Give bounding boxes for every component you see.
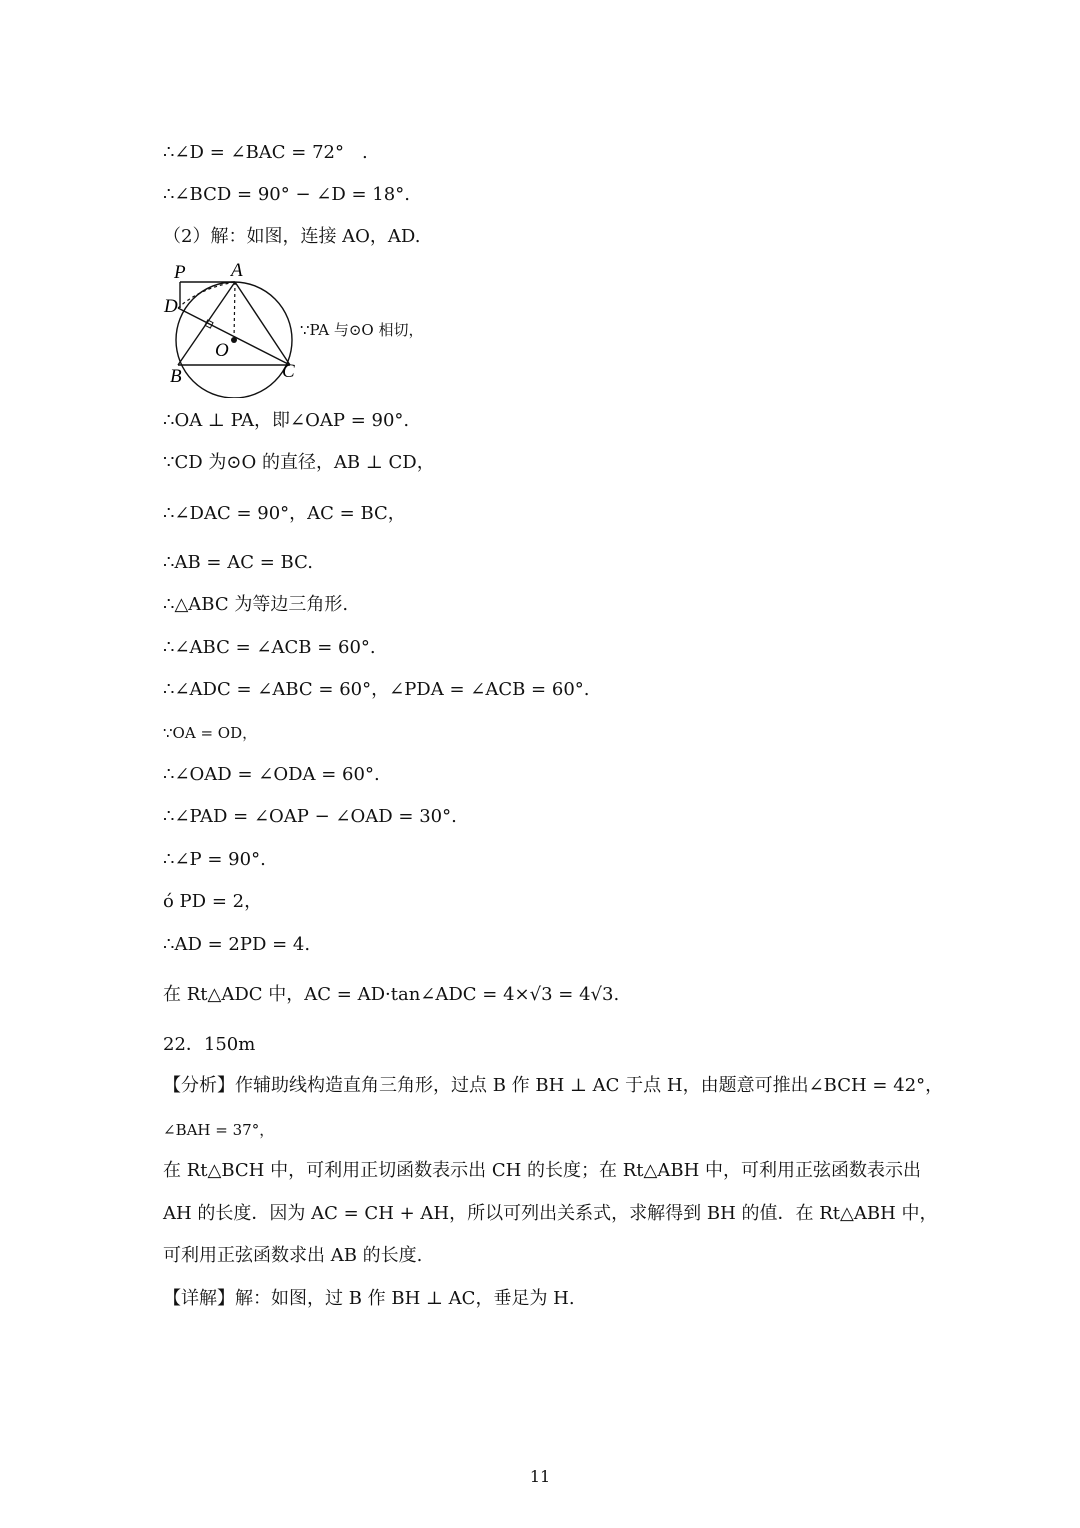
proof-line-13: ∴∠PAD = ∠OAP − ∠OAD = 30°.	[163, 806, 457, 827]
proof-line-17: 在 Rt△ADC 中，AC = AD·tan∠ADC = 4×√3 = 4√3.	[163, 984, 620, 1005]
analysis-line-5: 可利用正弦函数求出 AB 的长度.	[163, 1245, 423, 1266]
analysis-line-4: AH 的长度．因为 AC = CH + AH，所以可列出关系式，求解得到 BH 的值．在 Rt△ABH 中，	[163, 1203, 938, 1224]
label-o: O	[215, 340, 229, 361]
answer-22: 22．150m	[163, 1034, 256, 1055]
analysis-line-1: 【分析】作辅助线构造直角三角形，过点 B 作 BH ⊥ AC 于点 H，由题意可推出∠BCH = 42°，	[163, 1075, 944, 1096]
proof-line-9: ∴∠ABC = ∠ACB = 60°.	[163, 637, 376, 658]
proof-line-1: ∴∠D = ∠BAC = 72° .	[163, 142, 368, 163]
proof-line-8: ∴△ABC 为等边三角形.	[163, 594, 349, 615]
proof-line-11: ∵OA = OD，	[163, 724, 258, 742]
proof-line-4: ∴OA ⊥ PA，即∠OAP = 90°.	[163, 410, 410, 431]
proof-line-16: ∴AD = 2PD = 4.	[163, 934, 311, 955]
proof-line-10: ∴∠ADC = ∠ABC = 60°，∠PDA = ∠ACB = 60°.	[163, 679, 590, 700]
detail-line-1: 【详解】解：如图，过 B 作 BH ⊥ AC，垂足为 H.	[163, 1288, 575, 1309]
analysis-line-3: 在 Rt△BCH 中，可利用正切函数表示出 CH 的长度；在 Rt△ABH 中，可利用正弦函数表示出	[163, 1160, 922, 1181]
label-d: D	[164, 296, 178, 317]
center-point-o	[231, 337, 237, 343]
proof-line-7: ∴AB = AC = BC.	[163, 552, 313, 573]
circle-geometry-figure	[160, 258, 305, 398]
figure-caption: ∵PA 与⊙O 相切，	[300, 321, 424, 339]
proof-line-12: ∴∠OAD = ∠ODA = 60°.	[163, 764, 380, 785]
proof-line-15: ó PD = 2，	[163, 891, 263, 912]
page-number: 11	[529, 1467, 551, 1486]
label-a: A	[231, 260, 243, 281]
label-b: B	[170, 366, 182, 387]
proof-line-5: ∵CD 为⊙O 的直径，AB ⊥ CD，	[163, 452, 435, 473]
proof-line-6: ∴∠DAC = 90°，AC = BC，	[163, 503, 406, 524]
proof-line-3: （2）解：如图，连接 AO，AD.	[163, 226, 421, 247]
label-c: C	[282, 361, 295, 382]
analysis-line-2: ∠BAH = 37°，	[163, 1121, 275, 1139]
segment-ac	[235, 282, 290, 365]
proof-line-14: ∴∠P = 90°.	[163, 849, 266, 870]
segment-ao	[234, 282, 235, 340]
proof-line-2: ∴∠BCD = 90° − ∠D = 18°.	[163, 184, 410, 205]
label-p: P	[174, 262, 186, 283]
